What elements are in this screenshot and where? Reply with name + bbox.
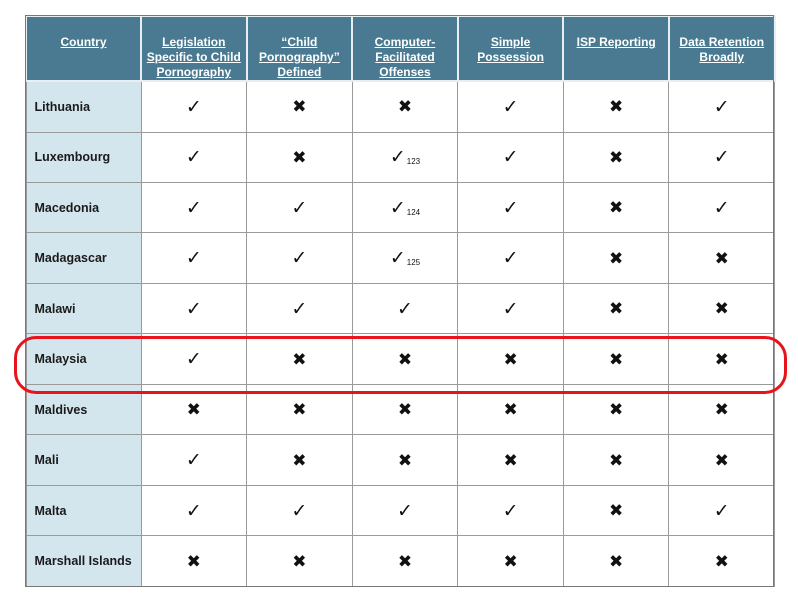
status-cell [247,283,353,333]
cross-icon: ✖ [714,349,729,370]
check-icon: ✓ [713,146,730,169]
status-cell [247,384,353,434]
check-icon: ✓ [713,95,730,118]
status-cell [458,536,564,587]
header-isp-reporting: ISP Reporting [563,16,669,81]
status-cell [352,485,458,535]
cross-icon: ✖ [609,349,624,370]
status-cell [247,536,353,587]
country-cell: Malta [26,485,141,535]
cross-icon: ✖ [292,147,307,168]
status-cell [141,384,247,434]
table-row [26,283,775,333]
cross-icon: ✖ [503,450,518,471]
check-icon: ✓ [291,499,308,522]
status-cell [141,81,247,132]
status-cell [352,283,458,333]
table-row [26,81,775,132]
header-simple-possession: Simple Possession [458,16,564,81]
status-cell [563,283,669,333]
status-cell [563,233,669,283]
country-cell: Maldives [26,384,141,434]
check-icon: ✓ [185,499,202,522]
check-icon: ✓ [185,449,202,472]
country-cell: Mali [26,435,141,485]
country-cell: Malaysia [26,334,141,384]
country-cell: Lithuania [26,81,141,132]
check-icon: ✓ [291,247,308,270]
check-icon: ✓ [713,499,730,522]
table-row [26,536,775,587]
header-row [26,16,775,81]
cross-icon: ✖ [714,551,729,572]
status-cell [141,334,247,384]
status-cell [563,334,669,384]
country-cell: Marshall Islands [26,536,141,587]
status-cell [352,384,458,434]
status-cell [669,233,775,283]
footnote-ref: 125 [406,258,421,268]
check-icon: ✓ [502,247,519,270]
status-cell [669,334,775,384]
status-cell [563,384,669,434]
status-cell [563,485,669,535]
check-icon: ✓ [389,146,406,169]
status-cell [458,384,564,434]
status-cell [669,485,775,535]
check-icon: ✓ [502,297,519,320]
check-icon: ✓ [389,247,406,270]
status-cell [352,536,458,587]
header-defined: “Child Pornography” Defined [247,16,353,81]
country-cell: Madagascar [26,233,141,283]
status-cell [247,233,353,283]
check-icon: ✓ [502,95,519,118]
status-cell [141,182,247,232]
status-cell [669,384,775,434]
status-cell [141,283,247,333]
status-cell [458,334,564,384]
check-icon: ✓ [185,348,202,371]
table-row [26,334,775,384]
status-cell [669,182,775,232]
status-cell [352,334,458,384]
cross-icon: ✖ [397,349,413,370]
check-icon: ✓ [502,196,519,219]
status-cell [141,435,247,485]
status-cell [247,182,353,232]
check-icon: ✓ [291,196,308,219]
status-cell [247,485,353,535]
status-cell [458,81,564,132]
status-cell [247,81,353,132]
cross-icon: ✖ [397,551,413,572]
cross-icon: ✖ [186,551,201,572]
status-cell [352,233,458,283]
table-row [26,182,775,232]
country-legislation-table [25,15,774,587]
status-cell [669,536,775,587]
cross-icon: ✖ [503,551,518,572]
check-icon: ✓ [185,146,202,169]
status-cell [563,435,669,485]
status-cell [247,132,353,182]
cross-icon: ✖ [397,97,413,118]
cross-icon: ✖ [609,501,624,522]
cross-icon: ✖ [609,97,624,118]
table-row [26,233,775,283]
check-icon: ✓ [185,297,202,320]
cross-icon: ✖ [609,450,624,471]
header-data-retention: Data Retention Broadly [669,16,775,81]
table-row [26,485,775,535]
status-cell [141,536,247,587]
table-row [26,132,775,182]
check-icon: ✓ [397,297,413,320]
status-cell [669,81,775,132]
status-cell [458,435,564,485]
status-cell [352,435,458,485]
cross-icon: ✖ [292,400,307,421]
check-icon: ✓ [185,196,202,219]
status-cell [458,233,564,283]
check-icon: ✓ [185,247,202,270]
status-cell [141,485,247,535]
cross-icon: ✖ [609,147,624,168]
cross-icon: ✖ [714,450,729,471]
header-country: Country [26,16,141,81]
status-cell [563,536,669,587]
legislation-table [25,15,776,587]
status-cell [458,283,564,333]
check-icon: ✓ [502,146,519,169]
status-cell [458,182,564,232]
cross-icon: ✖ [292,551,307,572]
footnote-ref: 124 [406,207,421,217]
status-cell [458,132,564,182]
status-cell [669,283,775,333]
cross-icon: ✖ [186,400,201,421]
status-cell [669,132,775,182]
cross-icon: ✖ [292,450,307,471]
cross-icon: ✖ [503,349,518,370]
cross-icon: ✖ [609,400,624,421]
status-cell [352,81,458,132]
cross-icon: ✖ [609,248,624,269]
cross-icon: ✖ [503,400,518,421]
status-cell [247,334,353,384]
check-icon: ✓ [291,297,308,320]
cross-icon: ✖ [292,97,307,118]
cross-icon: ✖ [609,198,624,219]
country-cell: Macedonia [26,182,141,232]
cross-icon: ✖ [292,349,307,370]
cross-icon: ✖ [397,450,413,471]
cross-icon: ✖ [609,299,624,320]
header-computer-facilitated: Computer-Facilitated Offenses [352,16,458,81]
status-cell [352,182,458,232]
cross-icon: ✖ [397,400,413,421]
status-cell [247,435,353,485]
status-cell [352,132,458,182]
status-cell [563,182,669,232]
status-cell [669,435,775,485]
table-row [26,384,775,434]
country-cell: Luxembourg [26,132,141,182]
check-icon: ✓ [397,499,413,522]
table-row [26,435,775,485]
table-body [26,81,775,587]
check-icon: ✓ [185,95,202,118]
status-cell [141,132,247,182]
header-legislation: Legislation Specific to Child Pornography [141,16,247,81]
cross-icon: ✖ [714,248,729,269]
status-cell [141,233,247,283]
status-cell [563,132,669,182]
status-cell [458,485,564,535]
cross-icon: ✖ [609,551,624,572]
cross-icon: ✖ [714,400,729,421]
cross-icon: ✖ [714,299,729,320]
country-cell: Malawi [26,283,141,333]
footnote-ref: 123 [406,157,421,167]
status-cell [563,81,669,132]
check-icon: ✓ [713,196,730,219]
check-icon: ✓ [502,499,519,522]
check-icon: ✓ [389,196,406,219]
